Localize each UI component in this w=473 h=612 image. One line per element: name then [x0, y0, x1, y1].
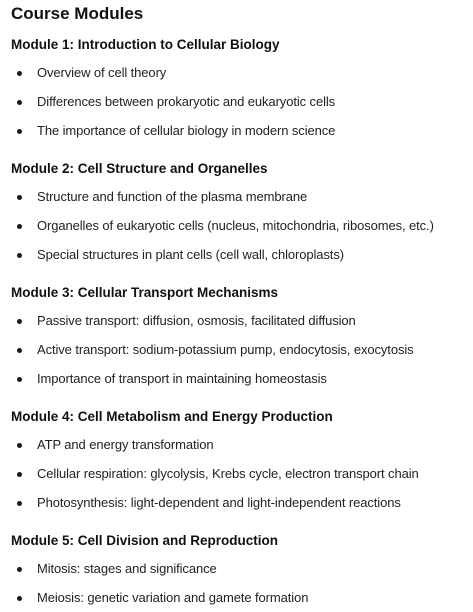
list-item-text: Passive transport: diffusion, osmosis, facilitated diffusion: [37, 313, 356, 328]
list-item-text: The importance of cellular biology in modern science: [37, 123, 336, 138]
list-item-text: Differences between prokaryotic and eukaryotic cells: [37, 94, 336, 109]
bullet-icon: [17, 567, 22, 572]
bullet-icon: [17, 472, 22, 477]
list-item: [11, 465, 469, 483]
bullet-icon: [17, 253, 22, 258]
bullet-icon: [17, 377, 22, 382]
bullet-icon: [17, 501, 22, 506]
list-item-text: Active transport: sodium-potassium pump, endocytosis, exocytosis: [37, 342, 414, 357]
list-item-text: Mitosis: stages and significance: [37, 561, 217, 576]
list-item-text: Importance of transport in maintaining homeostasis: [37, 371, 327, 386]
list-item-text: Organelles of eukaryotic cells (nucleus, mitochondria, ribosomes, etc.): [37, 218, 434, 233]
list-item: [11, 217, 469, 235]
list-item: [11, 370, 469, 388]
list-item: [11, 312, 469, 330]
list-item-text: Structure and function of the plasma membrane: [37, 189, 308, 204]
bullet-icon: [17, 596, 22, 601]
list-item: [11, 436, 469, 454]
list-item: [11, 560, 469, 578]
list-item-text: ATP and energy transformation: [37, 437, 214, 452]
page-title: Course Modules: [11, 4, 144, 23]
list-item: [11, 246, 469, 264]
list-item: [11, 188, 469, 206]
list-item: [11, 93, 469, 111]
list-item: [11, 64, 469, 82]
module-3-title: Module 3: Cellular Transport Mechanisms: [11, 285, 279, 300]
bullet-icon: [17, 71, 22, 76]
list-item: [11, 341, 469, 359]
bullet-icon: [17, 319, 22, 324]
list-item: [11, 122, 469, 140]
bullet-icon: [17, 224, 22, 229]
bullet-icon: [17, 443, 22, 448]
list-item: [11, 494, 469, 512]
list-item-text: Overview of cell theory: [37, 65, 167, 80]
module-1-title: Module 1: Introduction to Cellular Biology: [11, 37, 280, 52]
list-item: [11, 589, 469, 607]
module-5-title: Module 5: Cell Division and Reproduction: [11, 533, 279, 548]
bullet-icon: [17, 195, 22, 200]
module-4-title: Module 4: Cell Metabolism and Energy Production: [11, 409, 333, 424]
module-2-title: Module 2: Cell Structure and Organelles: [11, 161, 268, 176]
list-item-text: Cellular respiration: glycolysis, Krebs cycle, electron transport chain: [37, 466, 419, 481]
bullet-icon: [17, 100, 22, 105]
list-item-text: Photosynthesis: light-dependent and light-independent reactions: [37, 495, 401, 510]
bullet-icon: [17, 129, 22, 134]
bullet-icon: [17, 348, 22, 353]
list-item-text: Meiosis: genetic variation and gamete formation: [37, 590, 309, 605]
list-item-text: Special structures in plant cells (cell wall, chloroplasts): [37, 247, 344, 262]
